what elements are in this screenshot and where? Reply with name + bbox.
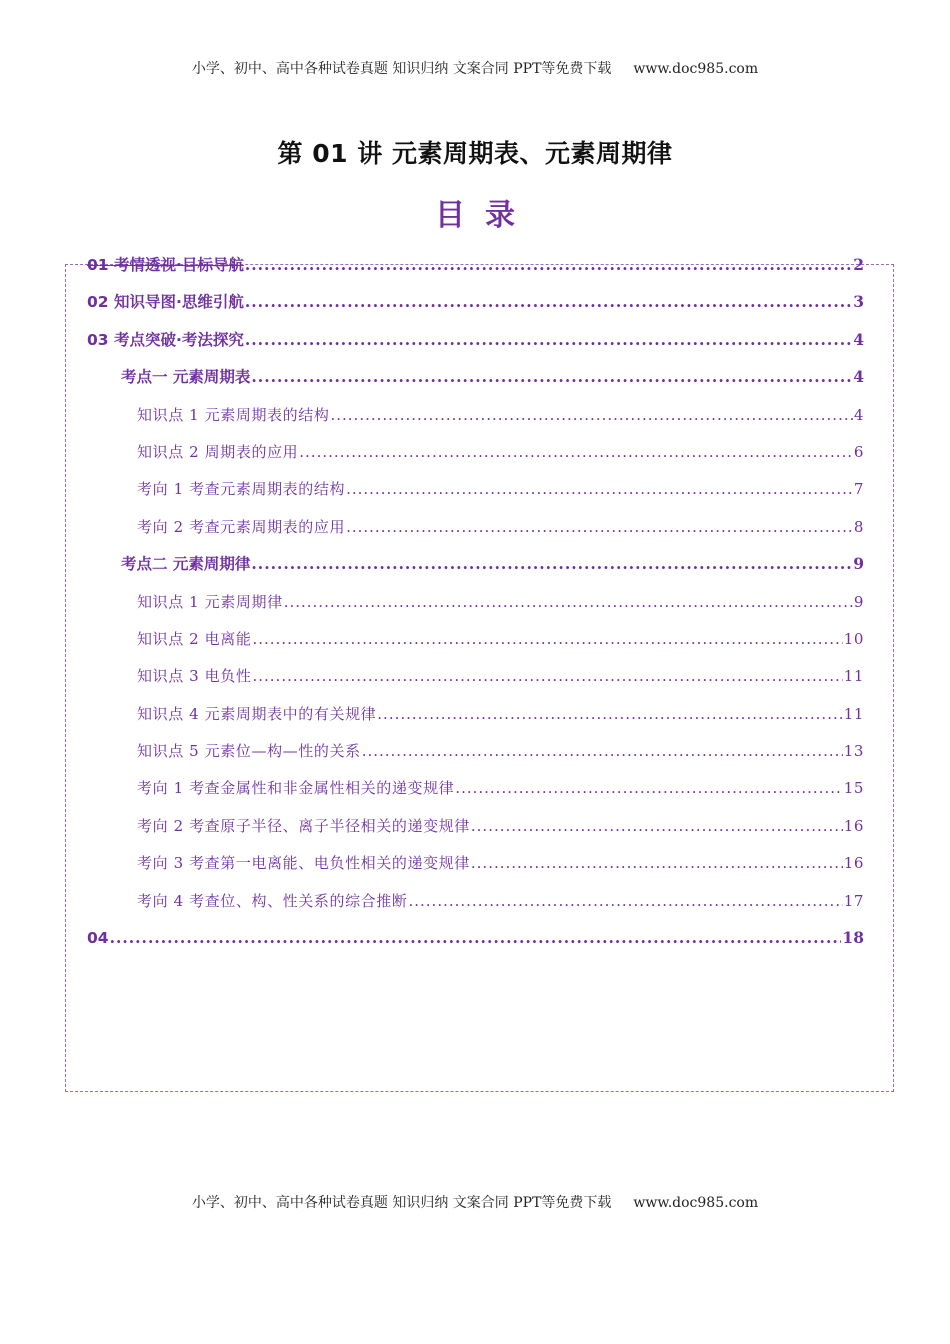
toc-entry-page: 8 bbox=[853, 517, 864, 536]
toc-heading: 目录 bbox=[435, 198, 535, 233]
table-of-contents bbox=[87, 254, 864, 964]
toc-leader bbox=[455, 777, 842, 799]
toc-entry-topic-2[interactable] bbox=[87, 553, 864, 590]
toc-entry-label: 知识点 1 元素周期表的结构 bbox=[137, 405, 330, 424]
toc-leader bbox=[252, 628, 842, 650]
toc-entry-item[interactable] bbox=[87, 404, 864, 441]
toc-leader bbox=[252, 665, 842, 687]
toc-entry-page: 15 bbox=[843, 779, 864, 798]
toc-entry-label: 02 知识导图·思维引航 bbox=[87, 293, 244, 312]
toc-entry-label: 知识点 2 电离能 bbox=[137, 629, 252, 648]
toc-leader bbox=[471, 815, 843, 837]
toc-entry-page: 7 bbox=[853, 480, 864, 499]
toc-leader bbox=[251, 366, 852, 388]
toc-leader bbox=[245, 329, 852, 351]
toc-entry-label: 知识点 3 电负性 bbox=[137, 667, 252, 686]
toc-entry-item[interactable] bbox=[87, 628, 864, 665]
footer-url[interactable]: www.doc985.com bbox=[633, 1195, 759, 1211]
header-text: 小学、初中、高中各种试卷真题 知识归纳 文案合同 PPT等免费下载 bbox=[191, 61, 612, 77]
toc-entry-page: 6 bbox=[853, 442, 864, 461]
toc-leader bbox=[471, 852, 843, 874]
toc-entry-page: 4 bbox=[853, 329, 864, 349]
toc-leader bbox=[299, 441, 853, 463]
toc-entry-page: 16 bbox=[843, 816, 864, 835]
toc-entry-item[interactable] bbox=[87, 852, 864, 889]
toc-entry-item[interactable] bbox=[87, 890, 864, 927]
toc-entry-item[interactable] bbox=[87, 478, 864, 515]
toc-entry-page: 11 bbox=[843, 704, 864, 723]
toc-entry-page: 17 bbox=[843, 891, 864, 910]
toc-entry-label: 考向 1 考查金属性和非金属性相关的递变规律 bbox=[137, 779, 455, 798]
toc-entry-page: 13 bbox=[843, 742, 864, 761]
toc-entry-page: 9 bbox=[853, 554, 864, 574]
toc-leader bbox=[251, 553, 852, 575]
toc-entry-label: 考向 2 考查元素周期表的应用 bbox=[137, 517, 346, 536]
toc-entry-item[interactable] bbox=[87, 591, 864, 628]
toc-entry-label: 考向 3 考查第一电离能、电负性相关的递变规律 bbox=[137, 854, 470, 873]
toc-entry-item[interactable] bbox=[87, 665, 864, 702]
toc-leader bbox=[346, 478, 853, 500]
toc-leader bbox=[408, 890, 842, 912]
toc-entry-item[interactable] bbox=[87, 516, 864, 553]
toc-entry-page: 2 bbox=[853, 255, 864, 274]
toc-leader bbox=[110, 927, 842, 949]
toc-entry-label: 03 考点突破·考法探究 bbox=[87, 330, 244, 349]
toc-leader bbox=[330, 404, 852, 426]
toc-entry-section-02[interactable] bbox=[87, 291, 864, 328]
toc-entry-item[interactable] bbox=[87, 703, 864, 740]
header-url[interactable]: www.doc985.com bbox=[633, 61, 759, 77]
toc-entry-item[interactable] bbox=[87, 815, 864, 852]
toc-entry-label: 知识点 1 元素周期律 bbox=[137, 592, 283, 611]
toc-entry-topic-1[interactable] bbox=[87, 366, 864, 403]
toc-leader bbox=[346, 516, 853, 538]
toc-entry-label: 知识点 2 周期表的应用 bbox=[137, 442, 299, 461]
toc-entry-label: 04 bbox=[87, 929, 109, 948]
toc-entry-section-03[interactable] bbox=[87, 329, 864, 366]
toc-leader bbox=[245, 254, 852, 276]
toc-entry-page: 16 bbox=[843, 854, 864, 873]
toc-entry-section-04[interactable] bbox=[87, 927, 864, 964]
toc-entry-item[interactable] bbox=[87, 441, 864, 478]
site-header bbox=[0, 58, 950, 78]
toc-entry-label: 知识点 5 元素位—构—性的关系 bbox=[137, 742, 361, 761]
site-footer bbox=[0, 1192, 950, 1212]
toc-entry-page: 3 bbox=[853, 292, 864, 312]
toc-entry-label: 知识点 4 元素周期表中的有关规律 bbox=[137, 704, 377, 723]
toc-entry-page: 9 bbox=[853, 592, 864, 611]
toc-entry-item[interactable] bbox=[87, 740, 864, 777]
toc-leader bbox=[377, 703, 842, 725]
toc-leader bbox=[245, 291, 852, 313]
toc-entry-label: 01 考情透视·目标导航 bbox=[87, 256, 244, 274]
toc-entry-page: 4 bbox=[853, 405, 864, 424]
toc-entry-page: 11 bbox=[843, 667, 864, 686]
toc-entry-label: 考向 1 考查元素周期表的结构 bbox=[137, 480, 346, 499]
toc-entry-page: 18 bbox=[842, 928, 864, 948]
footer-text: 小学、初中、高中各种试卷真题 知识归纳 文案合同 PPT等免费下载 bbox=[191, 1195, 612, 1211]
toc-entry-page: 4 bbox=[853, 367, 864, 387]
toc-entry-page: 10 bbox=[843, 629, 864, 648]
toc-entry-label: 考点一 元素周期表 bbox=[121, 367, 251, 387]
toc-entry-label: 考点二 元素周期律 bbox=[121, 554, 251, 574]
toc-entry-section-01[interactable] bbox=[87, 254, 864, 291]
toc-entry-label: 考向 2 考查原子半径、离子半径相关的递变规律 bbox=[137, 816, 470, 835]
toc-entry-item[interactable] bbox=[87, 777, 864, 814]
toc-leader bbox=[284, 591, 853, 613]
toc-entry-label: 考向 4 考查位、构、性关系的综合推断 bbox=[137, 891, 408, 910]
document-title: 第 01 讲 元素周期表、元素周期律 bbox=[277, 139, 673, 168]
toc-leader bbox=[362, 740, 843, 762]
